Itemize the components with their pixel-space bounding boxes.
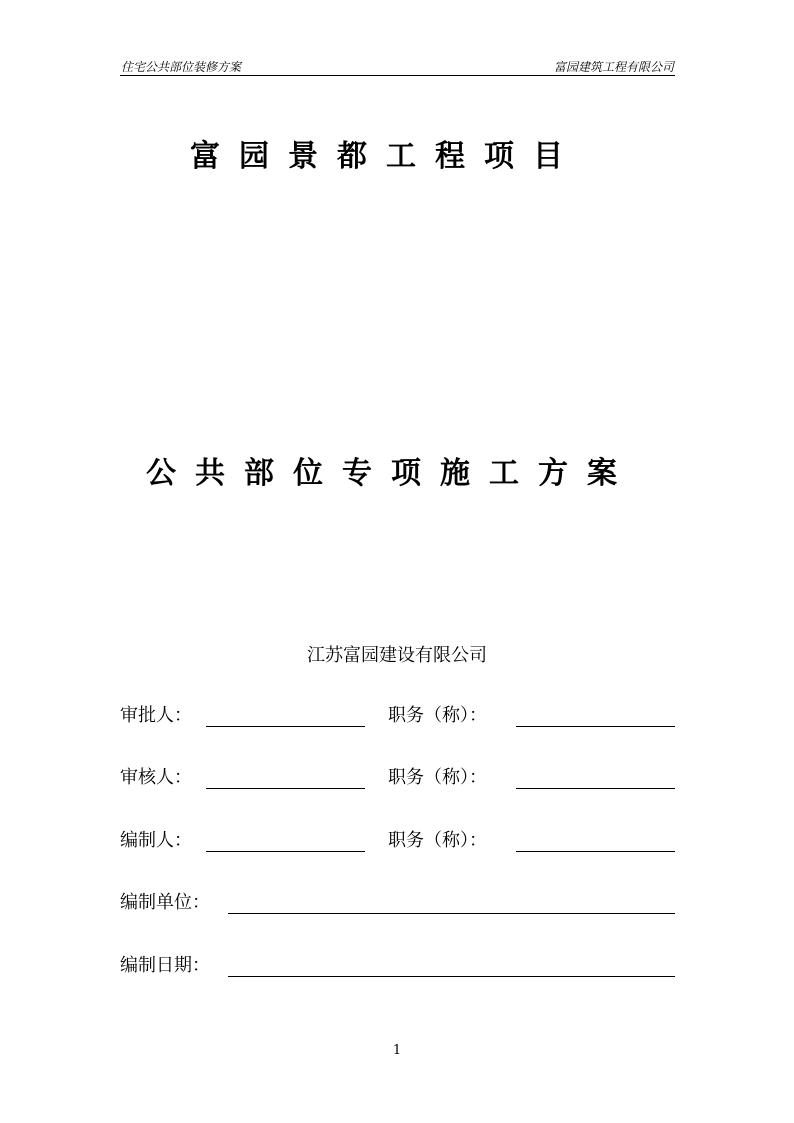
page-header xyxy=(120,56,675,76)
company-name: 江苏富园建设有限公司 xyxy=(307,645,487,666)
header-company-name: 富园建筑工程有限公司 xyxy=(553,60,674,74)
compiler-blank-line xyxy=(206,850,365,852)
compiler-label: 编制人： xyxy=(120,830,192,851)
approver-blank-line xyxy=(206,725,365,727)
compiler-position-label: 职务（称）： xyxy=(388,830,487,851)
date-label: 编制日期： xyxy=(120,955,210,976)
approver-position-blank-line xyxy=(516,725,675,727)
plan-title: 公共部位专项施工方案 xyxy=(146,456,636,491)
approver-label: 审批人： xyxy=(120,705,192,726)
compiler-position-blank-line xyxy=(516,850,675,852)
approver-position-label: 职务（称）： xyxy=(388,705,487,726)
reviewer-position-label: 职务（称）： xyxy=(388,767,487,788)
reviewer-row xyxy=(120,763,676,789)
page-number: 1 xyxy=(392,1043,402,1058)
unit-label: 编制单位： xyxy=(120,892,210,913)
reviewer-blank-line xyxy=(206,787,365,789)
date-blank-line xyxy=(228,975,675,977)
reviewer-label: 审核人： xyxy=(120,767,192,788)
reviewer-position-blank-line xyxy=(516,787,675,789)
header-document-title: 住宅公共部位装修方案 xyxy=(121,60,242,74)
project-title: 富园景都工程项目 xyxy=(190,139,582,174)
compiler-row xyxy=(120,826,676,852)
date-row xyxy=(120,951,676,977)
unit-blank-line xyxy=(228,912,675,914)
approver-row xyxy=(120,701,676,727)
unit-row xyxy=(120,888,676,914)
